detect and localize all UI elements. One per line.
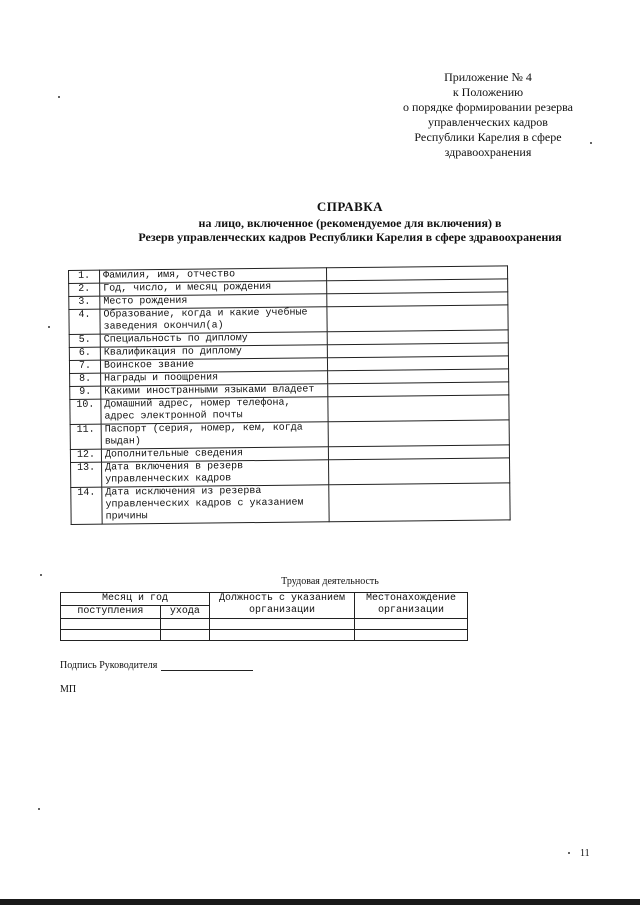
- row-label: Паспорт (серия, номер, кем, когда выдан): [101, 422, 328, 449]
- signature-line[interactable]: [161, 660, 253, 671]
- appendix-line: к Положению: [452, 85, 524, 99]
- document-title: [100, 200, 600, 244]
- personal-info-table: [68, 265, 511, 525]
- header-month-year: Месяц и год: [61, 593, 210, 606]
- scan-edge: [0, 899, 640, 905]
- appendix-line: Приложение № 4: [444, 70, 532, 84]
- scan-speck: [58, 96, 60, 98]
- row-label: Специальность по диплому: [100, 332, 327, 347]
- row-label: Год, число, и месяц рождения: [100, 281, 327, 296]
- cell-end[interactable]: [160, 630, 209, 641]
- row-number: 2.: [69, 283, 100, 296]
- appendix-line: Республики Карелия в сфере: [414, 130, 562, 144]
- scan-speck: [48, 326, 50, 328]
- row-value[interactable]: [328, 395, 509, 422]
- title-subline: на лицо, включенное (рекомендуемое для включения) в: [198, 216, 502, 230]
- row-label: Дата включения в резерв управленческих кадров: [102, 460, 329, 487]
- appendix-line: управленческих кадров: [428, 115, 548, 129]
- row-number: 6.: [69, 347, 100, 360]
- scan-speck: [38, 808, 40, 810]
- cell-location[interactable]: [355, 619, 468, 630]
- header-start: поступления: [61, 606, 161, 619]
- row-number: 1.: [69, 270, 100, 283]
- row-label: Образование, когда и какие учебные заведения окончил(а): [100, 307, 327, 334]
- appendix-line: о порядке формировании резерва: [403, 100, 573, 114]
- row-number: 9.: [70, 386, 101, 399]
- signature-label: Подпись Руководителя: [60, 660, 158, 671]
- row-value[interactable]: [327, 305, 508, 332]
- scan-speck: [590, 142, 592, 144]
- page-number: 11: [580, 848, 590, 859]
- row-number: 11.: [70, 424, 101, 449]
- form-row: [71, 483, 510, 525]
- cell-start[interactable]: [61, 630, 161, 641]
- row-label: Фамилия, имя, отчество: [100, 268, 327, 283]
- header-position: Должность с указанием организации: [210, 593, 355, 619]
- cell-location[interactable]: [355, 630, 468, 641]
- row-label: Награды и поощрения: [101, 371, 328, 386]
- row-value[interactable]: [329, 458, 510, 485]
- row-label: Дополнительные сведения: [101, 447, 328, 462]
- title-main: СПРАВКА: [316, 199, 384, 214]
- header-location: Местонахождение организации: [355, 593, 468, 619]
- header-end: ухода: [160, 606, 209, 619]
- row-number: 14.: [71, 487, 102, 524]
- row-label: Квалификация по диплому: [100, 345, 327, 360]
- labor-section-title: Трудовая деятельность: [281, 576, 379, 587]
- row-number: 3.: [69, 296, 100, 309]
- signature-block: [60, 660, 253, 671]
- cell-start[interactable]: [61, 619, 161, 630]
- title-subline: Резерв управленческих кадров Республики Карелия в сфере здравоохранения: [138, 230, 562, 244]
- row-value[interactable]: [328, 420, 509, 447]
- row-number: 8.: [70, 373, 101, 386]
- row-label: Дата исключения из резерва управленческих кадров с указанием причины: [102, 485, 329, 524]
- appendix-header: [378, 70, 598, 160]
- labor-table: [60, 592, 468, 641]
- row-number: 5.: [69, 334, 100, 347]
- row-label: Какими иностранными языками владеет: [101, 384, 328, 399]
- row-label: Место рождения: [100, 294, 327, 309]
- row-label: Воинское звание: [100, 358, 327, 373]
- row-value[interactable]: [329, 483, 510, 522]
- appendix-line: здравоохранения: [444, 145, 532, 159]
- cell-position[interactable]: [210, 630, 355, 641]
- row-number: 12.: [70, 449, 101, 462]
- row-number: 4.: [69, 309, 100, 334]
- stamp-label: МП: [60, 684, 77, 695]
- scan-speck: [568, 852, 570, 854]
- row-number: 7.: [69, 360, 100, 373]
- scan-speck: [40, 574, 42, 576]
- row-label: Домашний адрес, номер телефона, адрес электронной почты: [101, 397, 328, 424]
- row-number: 13.: [71, 462, 102, 487]
- cell-position[interactable]: [210, 619, 355, 630]
- cell-end[interactable]: [160, 619, 209, 630]
- row-number: 10.: [70, 399, 101, 424]
